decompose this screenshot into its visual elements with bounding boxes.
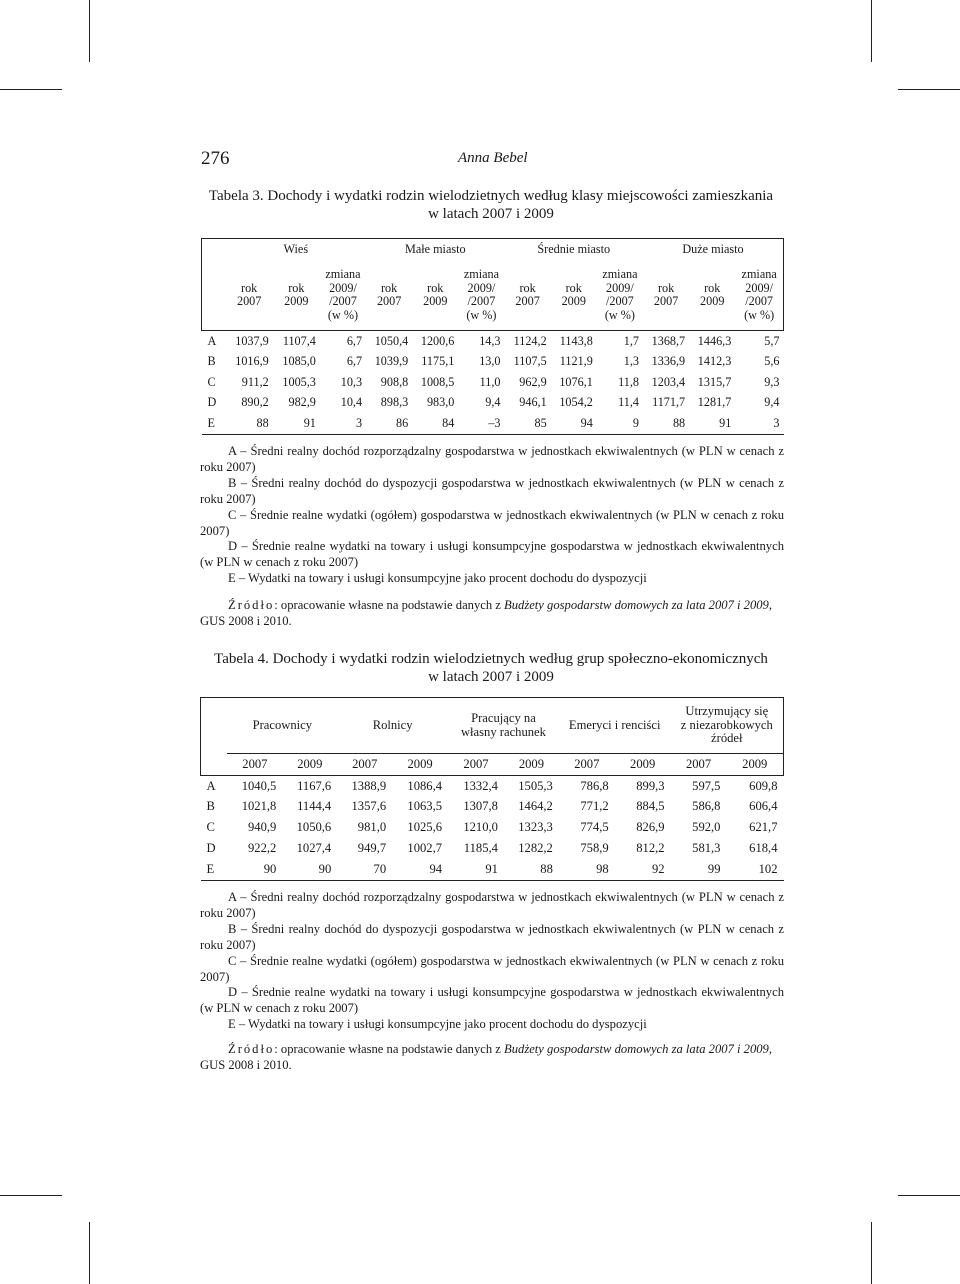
table-cell: 70 xyxy=(373,861,387,876)
row-label: D xyxy=(206,841,216,856)
table-cell: 11,0 xyxy=(479,374,501,389)
table-cell: 908,8 xyxy=(380,374,409,389)
note-b: B – Średni realny dochód do dyspozycji gospodarstwa w jednostkach ekwiwalentnych (w PLN w cenach z roku 2007) xyxy=(200,475,784,506)
table-cell: 812,2 xyxy=(636,841,665,856)
table-cell: 91 xyxy=(303,415,316,430)
table3-group-srednie-miasto: Średnie miasto xyxy=(505,239,643,261)
table-cell: 898,3 xyxy=(380,395,409,409)
table-cell: 1185,4 xyxy=(463,841,498,856)
table3-col-zmiana: zmiana 2009/ /2007 (w %) xyxy=(325,267,361,322)
table4-group-pracujacy: Pracujący na własny rachunek xyxy=(448,698,559,754)
table4-year: 2009 xyxy=(297,756,323,771)
table-cell: 1025,6 xyxy=(407,820,443,835)
crop-mark-bottom-left xyxy=(89,1222,90,1284)
table-cell: 1016,9 xyxy=(235,354,269,368)
table-cell: 6,7 xyxy=(346,354,363,368)
table-cell: 1,3 xyxy=(623,354,639,368)
source-tail: , GUS 2008 i 2010. xyxy=(200,1042,773,1072)
table-cell: 890,2 xyxy=(241,395,269,409)
table4-year: 2009 xyxy=(630,756,656,771)
table-cell: 581,3 xyxy=(692,841,721,856)
table-cell: 11,4 xyxy=(618,395,639,409)
table-cell: 1336,9 xyxy=(651,354,686,368)
row-label: C xyxy=(207,374,216,389)
table-cell: 1027,4 xyxy=(296,841,332,856)
note-d: D – Średnie realne wydatki na towary i usługi konsumpcyjne gospodarstwa w jednostkach ekwiwalentnych (w PLN w cenach z roku 2007) xyxy=(200,539,784,570)
table4-year: 2007 xyxy=(685,756,712,771)
table-cell: 597,5 xyxy=(692,778,721,793)
table-cell: 1388,9 xyxy=(351,778,387,793)
table4-year: 2007 xyxy=(574,756,600,771)
note-e: E – Wydatki na towary i usługi konsumpcyjne jako procent dochodu do dyspozycji xyxy=(228,571,647,586)
table-cell: 9,3 xyxy=(764,374,780,389)
table-row xyxy=(202,393,784,414)
table-cell: 1050,4 xyxy=(374,333,409,348)
table4-group-emeryci: Emeryci i renciści xyxy=(559,698,671,754)
table4-year: 2009 xyxy=(407,756,433,771)
table-cell: 922,2 xyxy=(247,841,277,856)
note-c: C – Średnie realne wydatki (ogółem) gospodarstwa w jednostkach ekwiwalentnych (w PLN w cenach z roku 2007) xyxy=(200,953,784,984)
table3-col-rok2009: rok 2009 xyxy=(284,280,309,309)
table-row xyxy=(202,372,784,393)
table-cell: 91 xyxy=(485,861,498,876)
table3-col-rok2007: rok 2007 xyxy=(376,280,402,309)
crop-mark-top-right xyxy=(871,0,872,62)
table-cell: 946,1 xyxy=(519,395,547,409)
table-cell: 592,0 xyxy=(692,820,721,835)
row-label: B xyxy=(206,799,215,814)
table-cell: 1037,9 xyxy=(235,333,269,348)
table4-year: 2009 xyxy=(726,754,783,776)
table-cell: 771,2 xyxy=(580,799,609,814)
table-cell: 1144,4 xyxy=(297,799,332,814)
note-a: A – Średni realny dochód rozporządzalny gospodarstwa w jednostkach ekwiwalentnych (w PLN w cenach z roku 2007) xyxy=(200,890,784,920)
table-cell: 1063,5 xyxy=(407,799,443,814)
table-cell: 91 xyxy=(719,415,732,430)
table-cell: 1054,2 xyxy=(559,395,593,409)
source-text: : opracowanie własne na podstawie danych z xyxy=(274,598,505,612)
table-cell: 962,9 xyxy=(519,374,547,389)
note-b: B – Średni realny dochód do dyspozycji gospodarstwa w jednostkach ekwiwalentnych (w PLN w cenach z roku 2007) xyxy=(200,921,784,952)
table4-year: 2007 xyxy=(242,756,268,771)
table4-caption-line2: w latach 2007 i 2009 xyxy=(428,669,554,685)
table-cell: 1107,5 xyxy=(513,354,547,368)
running-author: Anna Bebel xyxy=(458,150,528,166)
table-cell: 1357,6 xyxy=(351,799,387,814)
table4-group-pracownicy: Pracownicy xyxy=(227,698,337,754)
table3-caption xyxy=(200,187,782,223)
row-label: A xyxy=(206,778,216,793)
crop-mark-top-left xyxy=(89,0,90,62)
table-cell: 99 xyxy=(707,861,721,876)
table-cell: 1124,2 xyxy=(513,333,547,348)
source-label: Źródło xyxy=(228,598,275,612)
table-cell: 14,3 xyxy=(479,333,501,348)
table3-corner xyxy=(202,239,226,331)
table4-source xyxy=(200,1041,784,1073)
table4-group-rolnicy: Rolnicy xyxy=(337,698,448,754)
table-cell: 1464,2 xyxy=(518,799,553,814)
table-cell: 949,7 xyxy=(357,841,387,856)
table-cell: 6,7 xyxy=(346,333,363,348)
table3-col-rok2007: rok 2007 xyxy=(515,280,540,309)
table-cell: 758,9 xyxy=(580,841,609,856)
table-cell: 621,7 xyxy=(749,820,778,835)
row-label: E xyxy=(206,861,215,876)
table3-col-rok2007: rok 2007 xyxy=(236,280,262,309)
table-cell: 1008,5 xyxy=(420,374,455,389)
table-cell: 982,9 xyxy=(288,395,316,409)
table3-col-rok2007: rok 2007 xyxy=(653,280,679,309)
table-row xyxy=(201,838,784,859)
table-cell: 3 xyxy=(355,415,363,430)
table3-notes xyxy=(200,444,784,587)
table-cell: 5,7 xyxy=(764,333,780,348)
table-cell: 826,9 xyxy=(636,820,665,835)
table-cell: 5,6 xyxy=(764,354,780,368)
table-cell: 1076,1 xyxy=(559,374,593,389)
table4-corner xyxy=(201,698,228,776)
table-cell: 1332,4 xyxy=(463,778,498,793)
table-cell: 1412,3 xyxy=(697,354,732,368)
table-cell: 609,8 xyxy=(749,778,778,793)
table-cell: –3 xyxy=(488,415,501,430)
table4-caption-line1: Tabela 4. Dochody i wydatki rodzin wielodzietnych według grup społeczno-ekonomicznych xyxy=(214,651,768,667)
table-cell: 983,0 xyxy=(426,395,455,409)
table-cell: 1039,9 xyxy=(374,354,409,368)
table-cell: 1121,9 xyxy=(559,354,593,368)
table-cell: 94 xyxy=(429,861,443,876)
table-cell: 102 xyxy=(758,861,778,876)
table4-year: 2007 xyxy=(463,756,489,771)
table-cell: 618,4 xyxy=(749,841,778,856)
table-cell: 1505,3 xyxy=(518,778,553,793)
table3-group-duze-miasto: Duże miasto xyxy=(643,239,784,261)
table-cell: 10,3 xyxy=(340,374,363,389)
note-d: D – Średnie realne wydatki na towary i usługi konsumpcyjne gospodarstwa w jednostkach ekwiwalentnych (w PLN w cenach z roku 2007) xyxy=(200,985,784,1016)
table4-caption xyxy=(200,650,782,686)
table-cell: 88 xyxy=(256,415,269,430)
table-cell: 9,4 xyxy=(485,395,501,409)
table3-group-male-miasto: Małe miasto xyxy=(366,239,504,261)
table-cell: 92 xyxy=(651,861,665,876)
table-cell: 10,4 xyxy=(340,395,363,409)
source-text: : opracowanie własne na podstawie danych z xyxy=(274,1042,505,1056)
table-cell: 940,9 xyxy=(247,820,277,835)
table-cell: 981,0 xyxy=(357,820,387,835)
table3-col-rok2009: rok 2009 xyxy=(700,280,725,309)
table4-notes xyxy=(200,890,784,1033)
table3-col-zmiana: zmiana 2009/ /2007 (w %) xyxy=(602,267,638,322)
table-row xyxy=(201,776,784,797)
table-cell: 774,5 xyxy=(580,820,609,835)
table-cell: 1086,4 xyxy=(407,778,443,793)
table-cell: 911,2 xyxy=(241,374,269,389)
table-cell: 1107,4 xyxy=(282,333,316,348)
table-cell: 9 xyxy=(632,415,639,430)
table-cell: 1210,0 xyxy=(463,820,498,835)
source-tail: , GUS 2008 i 2010. xyxy=(200,598,773,628)
table4-group-utrzymujacy: Utrzymujący się z niezarobkowych źródeł xyxy=(671,698,784,754)
table3-col-zmiana: zmiana 2009/ /2007 (w %) xyxy=(463,267,500,322)
source-label: Źródło xyxy=(228,1042,275,1056)
row-label: A xyxy=(207,333,217,348)
table-row xyxy=(201,818,784,839)
table-cell: 1200,6 xyxy=(420,333,455,348)
table-cell: 1281,7 xyxy=(697,395,732,409)
table-cell: 85 xyxy=(534,415,547,430)
table-row xyxy=(201,797,784,818)
table-cell: 1315,7 xyxy=(697,374,732,389)
table4-year: 2007 xyxy=(352,756,378,771)
crop-mark-left-top xyxy=(0,89,62,90)
table4 xyxy=(200,697,784,881)
table-cell: 1005,3 xyxy=(282,374,316,389)
table-row xyxy=(202,352,784,373)
table-cell: 1175,1 xyxy=(421,354,455,368)
crop-mark-right-top xyxy=(898,89,960,90)
table-cell: 88 xyxy=(540,861,553,876)
table3-source xyxy=(200,597,784,629)
table-cell: 1143,8 xyxy=(559,333,593,348)
table3-col-rok2009: rok 2009 xyxy=(423,280,448,309)
table3-caption-line2: w latach 2007 i 2009 xyxy=(428,206,554,222)
table-cell: 899,3 xyxy=(636,778,665,793)
table-cell: 98 xyxy=(596,861,609,876)
table-cell: 84 xyxy=(442,415,455,430)
page-number: 276 xyxy=(201,148,230,169)
table-cell: 1203,4 xyxy=(651,374,686,389)
table-cell: 586,8 xyxy=(692,799,721,814)
table3-col-rok2009: rok 2009 xyxy=(561,280,586,309)
table-cell: 1446,3 xyxy=(697,333,732,348)
table-cell: 90 xyxy=(263,861,277,876)
table-cell: 3 xyxy=(773,415,780,430)
table-cell: 88 xyxy=(672,415,686,430)
table-cell: 1307,8 xyxy=(463,799,498,814)
table-cell: 11,8 xyxy=(618,374,639,389)
table-cell: 1002,7 xyxy=(407,841,443,856)
table-cell: 13,0 xyxy=(479,354,501,368)
table3-col-zmiana: zmiana 2009/ /2007 (w %) xyxy=(735,261,783,331)
table-cell: 1171,7 xyxy=(652,395,686,409)
table-cell: 1,7 xyxy=(623,333,639,348)
table3 xyxy=(201,238,784,435)
table3-group-wies: Wieś xyxy=(226,239,366,261)
table-cell: 786,8 xyxy=(580,778,609,793)
table3-caption-line1: Tabela 3. Dochody i wydatki rodzin wielodzietnych według klasy miejscowości zamieszkania xyxy=(208,188,774,204)
row-label: C xyxy=(206,820,215,835)
table-cell: 606,4 xyxy=(749,799,778,814)
table-cell: 90 xyxy=(318,861,332,876)
table-cell: 1040,5 xyxy=(241,778,277,793)
table-cell: 1021,8 xyxy=(241,799,277,814)
note-c: C – Średnie realne wydatki (ogółem) gospodarstwa w jednostkach ekwiwalentnych (w PLN w cenach z roku 2007) xyxy=(200,507,784,538)
row-label: B xyxy=(207,354,216,368)
table-cell: 94 xyxy=(580,415,593,430)
table-row xyxy=(201,859,784,880)
row-label: E xyxy=(207,415,215,430)
row-label: D xyxy=(207,395,217,409)
table-row xyxy=(202,413,784,434)
crop-mark-bottom-right xyxy=(871,1222,872,1284)
table-cell: 9,4 xyxy=(764,395,780,409)
table-cell: 1085,0 xyxy=(282,354,316,368)
table-cell: 884,5 xyxy=(636,799,665,814)
table-cell: 86 xyxy=(396,415,409,430)
note-a: A – Średni realny dochód rozporządzalny gospodarstwa w jednostkach ekwiwalentnych (w PLN w cenach z roku 2007) xyxy=(200,444,784,474)
table-cell: 1368,7 xyxy=(651,333,686,348)
table-row xyxy=(202,331,784,352)
table-cell: 1167,6 xyxy=(297,778,332,793)
table4-year: 2009 xyxy=(518,756,544,771)
crop-mark-right-bottom xyxy=(898,1195,960,1196)
crop-mark-left-bottom xyxy=(0,1195,62,1196)
table-cell: 1282,2 xyxy=(518,841,553,856)
table-cell: 1050,6 xyxy=(296,820,332,835)
source-title: Budżety gospodarstw domowych za lata 2007 i 2009 xyxy=(504,1042,769,1056)
table-cell: 1323,3 xyxy=(518,820,553,835)
note-e: E – Wydatki na towary i usługi konsumpcyjne jako procent dochodu do dyspozycji xyxy=(228,1017,647,1032)
source-title: Budżety gospodarstw domowych za lata 2007 i 2009 xyxy=(504,598,769,612)
